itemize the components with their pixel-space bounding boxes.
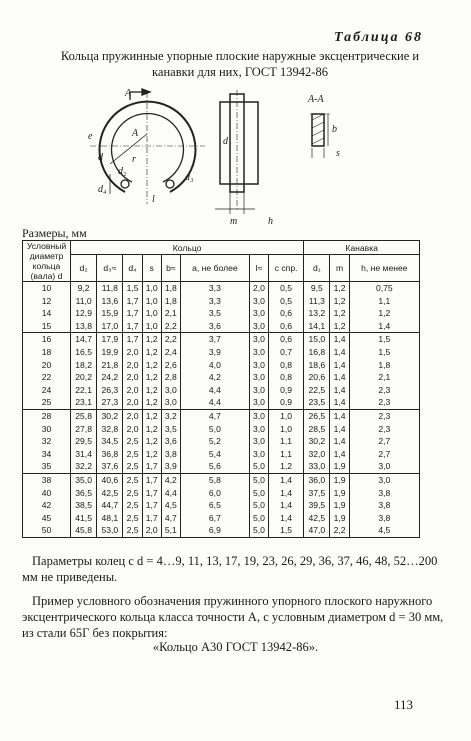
- table-cell: 4,0: [180, 359, 249, 372]
- table-cell: 1,5: [349, 346, 419, 359]
- table-cell: 15: [23, 320, 71, 333]
- table-cell: 3,0: [161, 396, 180, 409]
- table-cell: 31,4: [71, 448, 97, 461]
- table-cell: 30,2: [304, 435, 330, 448]
- table-cell: 48,1: [97, 512, 123, 525]
- table-cell: 0,6: [269, 333, 304, 346]
- table-cell: 12: [23, 295, 71, 308]
- table-cell: 1,2: [142, 423, 161, 436]
- table-cell: 1,4: [330, 384, 349, 397]
- col-header-d: Условный диаметр кольца (вала) d: [23, 241, 71, 282]
- col-header: m: [330, 255, 349, 282]
- table-cell: 4,2: [161, 473, 180, 486]
- label-r: r: [132, 154, 136, 165]
- table-cell: 2,8: [161, 371, 180, 384]
- table-cell: 23,1: [71, 396, 97, 409]
- table-cell: 38,5: [71, 499, 97, 512]
- table-cell: 1,2: [349, 307, 419, 320]
- table-cell: 2,5: [123, 473, 142, 486]
- table-cell: 32,2: [71, 460, 97, 473]
- table-row: [23, 460, 420, 473]
- table-cell: 11,0: [71, 295, 97, 308]
- table-cell: 1,7: [123, 295, 142, 308]
- table-cell: 1,1: [349, 295, 419, 308]
- table-cell: 1,0: [142, 307, 161, 320]
- table-cell: 2,3: [349, 396, 419, 409]
- table-cell: 29,5: [71, 435, 97, 448]
- table-cell: 5,1: [161, 524, 180, 537]
- table-cell: 2,0: [123, 423, 142, 436]
- table-cell: 3,5: [180, 307, 249, 320]
- table-cell: 5,0: [249, 487, 268, 500]
- table-cell: 5,2: [180, 435, 249, 448]
- table-cell: 3,9: [180, 346, 249, 359]
- table-cell: 37,6: [97, 460, 123, 473]
- table-cell: 1,1: [269, 448, 304, 461]
- table-cell: 44,7: [97, 499, 123, 512]
- table-cell: 42,5: [304, 512, 330, 525]
- table-cell: 2,7: [349, 448, 419, 461]
- table-cell: 4,4: [180, 384, 249, 397]
- table-cell: 4,4: [180, 396, 249, 409]
- table-cell: 53,0: [97, 524, 123, 537]
- table-cell: 1,4: [330, 409, 349, 422]
- table-cell: 2,5: [123, 499, 142, 512]
- table-cell: 5,0: [249, 524, 268, 537]
- table-cell: 4,5: [161, 499, 180, 512]
- table-cell: 14: [23, 307, 71, 320]
- table-cell: 1,7: [142, 512, 161, 525]
- col-header: d₃≈: [97, 255, 123, 282]
- table-cell: 1,2: [330, 295, 349, 308]
- label-b: b: [332, 124, 337, 135]
- col-header: c спр.: [269, 255, 304, 282]
- table-row: [23, 473, 420, 486]
- table-cell: 1,5: [349, 333, 419, 346]
- table-cell: 47,0: [304, 524, 330, 537]
- group-header-ring: Кольцо: [71, 241, 304, 255]
- table-cell: 1,9: [330, 499, 349, 512]
- label-l: l: [152, 194, 155, 205]
- table-cell: 1,4: [330, 423, 349, 436]
- table-row: [23, 359, 420, 372]
- table-cell: 17,0: [97, 320, 123, 333]
- table-cell: 1,4: [330, 333, 349, 346]
- table-cell: 26,5: [304, 409, 330, 422]
- label-d4: d₄: [98, 184, 107, 195]
- table-cell: 2,5: [123, 512, 142, 525]
- table-cell: 32,8: [97, 423, 123, 436]
- table-number: Таблица 68: [334, 30, 423, 45]
- label-s: s: [336, 148, 340, 159]
- table-cell: 1,4: [330, 435, 349, 448]
- table-cell: 1,5: [269, 524, 304, 537]
- table-cell: 20,2: [71, 371, 97, 384]
- table-cell: 1,2: [330, 282, 349, 295]
- page-title: Кольца пружинные упорные плоские наружные эксцентрические и канавки для них, ГОСТ 13942-86: [60, 49, 420, 79]
- table-cell: 2,5: [123, 435, 142, 448]
- table-cell: 1,4: [269, 512, 304, 525]
- table-cell: 37,5: [304, 487, 330, 500]
- table-cell: 1,2: [142, 346, 161, 359]
- table-cell: 39,5: [304, 499, 330, 512]
- table-cell: 0,9: [269, 384, 304, 397]
- table-cell: 15,0: [304, 333, 330, 346]
- table-cell: 25: [23, 396, 71, 409]
- table-cell: 3,3: [180, 295, 249, 308]
- table-cell: 35: [23, 460, 71, 473]
- table-row: [23, 371, 420, 384]
- table-cell: 3,7: [180, 333, 249, 346]
- table-cell: 0,6: [269, 320, 304, 333]
- table-cell: 1,4: [330, 359, 349, 372]
- table-cell: 1,2: [142, 333, 161, 346]
- table-cell: 5,8: [180, 473, 249, 486]
- col-header: d₂: [71, 255, 97, 282]
- col-header: d₁: [304, 255, 330, 282]
- table-cell: 33,0: [304, 460, 330, 473]
- table-row: [23, 295, 420, 308]
- table-cell: 10: [23, 282, 71, 295]
- table-cell: 2,2: [161, 333, 180, 346]
- table-cell: 0,6: [269, 307, 304, 320]
- table-cell: 1,7: [123, 307, 142, 320]
- table-cell: 3,0: [349, 460, 419, 473]
- table-cell: 2,5: [123, 448, 142, 461]
- label-a-center: A: [132, 128, 139, 139]
- label-a-top: A: [125, 88, 132, 99]
- label-d3: d₃: [185, 172, 194, 183]
- table-cell: 22,1: [71, 384, 97, 397]
- label-h: h: [268, 216, 273, 227]
- table-cell: 42: [23, 499, 71, 512]
- table-cell: 3,8: [349, 499, 419, 512]
- table-cell: 12,9: [71, 307, 97, 320]
- page-number: 113: [393, 697, 413, 712]
- table-cell: 23,5: [304, 396, 330, 409]
- col-header: h, не менее: [349, 255, 419, 282]
- table-cell: 2,2: [161, 320, 180, 333]
- table-cell: 41,5: [71, 512, 97, 525]
- table-cell: 1,9: [330, 460, 349, 473]
- table-cell: 1,7: [142, 487, 161, 500]
- table-cell: 28: [23, 409, 71, 422]
- label-d-groove: d: [223, 136, 228, 147]
- table-cell: 38: [23, 473, 71, 486]
- table-cell: 9,5: [304, 282, 330, 295]
- table-cell: 13,2: [304, 307, 330, 320]
- table-cell: 4,7: [161, 512, 180, 525]
- table-row: [23, 423, 420, 436]
- table-cell: 36,0: [304, 473, 330, 486]
- note-text: Параметры колец с d = 4…9, 11, 13, 17, 19, 23, 26, 29, 36, 37, 46, 48, 52…200 мм не приведены.: [22, 554, 438, 584]
- table-cell: 3,6: [180, 320, 249, 333]
- example-text: Пример условного обозначения пружинного упорного плоского наружного эксцентрического кольца класса точности А, с условным диаметром d = 30 мм, из стали 65Г без покрытия:: [22, 594, 444, 640]
- table-cell: 1,4: [330, 448, 349, 461]
- table-cell: 5,6: [180, 460, 249, 473]
- table-cell: 30: [23, 423, 71, 436]
- table-cell: 36,8: [97, 448, 123, 461]
- table-cell: 1,4: [269, 499, 304, 512]
- ring-drawing: [70, 84, 400, 230]
- table-cell: 3,0: [161, 384, 180, 397]
- table-cell: 26,3: [97, 384, 123, 397]
- table-row: [23, 384, 420, 397]
- col-header: b≈: [161, 255, 180, 282]
- table-cell: 4,4: [161, 487, 180, 500]
- table-cell: 1,9: [330, 487, 349, 500]
- label-m: m: [230, 216, 238, 227]
- col-header: s: [142, 255, 161, 282]
- table-cell: 16,5: [71, 346, 97, 359]
- table-row: [23, 524, 420, 537]
- table-cell: 19,9: [97, 346, 123, 359]
- table-cell: 1,2: [142, 396, 161, 409]
- table-cell: 2,2: [330, 524, 349, 537]
- col-header: l≈: [249, 255, 268, 282]
- col-header: d₄: [123, 255, 142, 282]
- label-section-aa: A-A: [308, 94, 324, 105]
- table-cell: 1,0: [269, 409, 304, 422]
- table-cell: 2,0: [249, 282, 268, 295]
- table-cell: 1,2: [142, 371, 161, 384]
- table-row: [23, 320, 420, 333]
- table-cell: 3,0: [249, 359, 268, 372]
- table-cell: 1,7: [142, 460, 161, 473]
- table-cell: 0,8: [269, 371, 304, 384]
- label-e: e: [88, 131, 93, 142]
- table-cell: 27,3: [97, 396, 123, 409]
- table-cell: 6,7: [180, 512, 249, 525]
- group-header-groove: Канавка: [304, 241, 420, 255]
- table-cell: 2,3: [349, 409, 419, 422]
- table-cell: 6,0: [180, 487, 249, 500]
- table-cell: 3,8: [161, 448, 180, 461]
- table-cell: 1,0: [142, 320, 161, 333]
- table-cell: 2,6: [161, 359, 180, 372]
- table-cell: 2,5: [123, 487, 142, 500]
- table-cell: 1,2: [142, 435, 161, 448]
- table-cell: 16: [23, 333, 71, 346]
- table-cell: 6,9: [180, 524, 249, 537]
- table-cell: 9,2: [71, 282, 97, 295]
- table-cell: 1,2: [330, 307, 349, 320]
- table-cell: 0,5: [269, 295, 304, 308]
- table-cell: 5,0: [249, 473, 268, 486]
- table-cell: 1,9: [330, 512, 349, 525]
- table-cell: 3,3: [180, 282, 249, 295]
- table-cell: 2,1: [349, 371, 419, 384]
- table-row: [23, 499, 420, 512]
- table-cell: 3,0: [249, 435, 268, 448]
- table-cell: 2,0: [142, 524, 161, 537]
- table-cell: 1,2: [142, 448, 161, 461]
- label-d-left: d: [98, 152, 103, 163]
- table-row: [23, 512, 420, 525]
- table-row: [23, 487, 420, 500]
- table-cell: 0,75: [349, 282, 419, 295]
- table-cell: 3,0: [249, 371, 268, 384]
- table-cell: 3,0: [249, 320, 268, 333]
- table-cell: 3,0: [249, 346, 268, 359]
- table-row: [23, 333, 420, 346]
- table-cell: 3,0: [249, 307, 268, 320]
- table-cell: 2,3: [349, 384, 419, 397]
- table-cell: 3,6: [161, 435, 180, 448]
- table-cell: 1,7: [142, 499, 161, 512]
- table-cell: 24,2: [97, 371, 123, 384]
- table-cell: 6,5: [180, 499, 249, 512]
- table-cell: 1,2: [142, 384, 161, 397]
- table-cell: 45: [23, 512, 71, 525]
- table-cell: 2,0: [123, 371, 142, 384]
- table-cell: 1,2: [142, 359, 161, 372]
- table-cell: 2,0: [123, 409, 142, 422]
- table-row: [23, 435, 420, 448]
- table-cell: 2,1: [161, 307, 180, 320]
- table-cell: 22: [23, 371, 71, 384]
- table-row: [23, 282, 420, 295]
- table-cell: 0,7: [269, 346, 304, 359]
- table-cell: 14,1: [304, 320, 330, 333]
- sizes-label: Размеры, мм: [22, 226, 87, 240]
- table-cell: 27,8: [71, 423, 97, 436]
- table-cell: 2,5: [123, 524, 142, 537]
- table-cell: 3,9: [161, 460, 180, 473]
- table-cell: 3,0: [249, 384, 268, 397]
- table-cell: 2,4: [161, 346, 180, 359]
- table-cell: 2,3: [349, 423, 419, 436]
- table-row: [23, 448, 420, 461]
- table-cell: 40,6: [97, 473, 123, 486]
- table-cell: 20: [23, 359, 71, 372]
- table-cell: 2,7: [349, 435, 419, 448]
- table-cell: 3,5: [161, 423, 180, 436]
- table-cell: 40: [23, 487, 71, 500]
- table-cell: 1,8: [349, 359, 419, 372]
- table-cell: 1,4: [349, 320, 419, 333]
- table-cell: 5,4: [180, 448, 249, 461]
- table-cell: 16,8: [304, 346, 330, 359]
- table-cell: 1,0: [269, 423, 304, 436]
- table-cell: 1,7: [123, 333, 142, 346]
- table-cell: 11,3: [304, 295, 330, 308]
- table-cell: 5,0: [249, 460, 268, 473]
- table-cell: 11,8: [97, 282, 123, 295]
- table-cell: 1,4: [269, 473, 304, 486]
- col-header: a, не более: [180, 255, 249, 282]
- table-cell: 1,0: [142, 282, 161, 295]
- table-cell: 1,7: [142, 473, 161, 486]
- table-cell: 5,0: [180, 423, 249, 436]
- table-cell: 3,0: [249, 396, 268, 409]
- table-cell: 5,0: [249, 512, 268, 525]
- table-cell: 2,5: [123, 460, 142, 473]
- designation-example: «Кольцо А30 ГОСТ 13942-86».: [152, 640, 319, 654]
- table-cell: 20,6: [304, 371, 330, 384]
- table-cell: 3,0: [249, 448, 268, 461]
- table-cell: 3,0: [249, 295, 268, 308]
- table-cell: 34,5: [97, 435, 123, 448]
- label-d2: d₂: [118, 166, 127, 177]
- table-cell: 21,8: [97, 359, 123, 372]
- table-cell: 32,0: [304, 448, 330, 461]
- table-cell: 18,2: [71, 359, 97, 372]
- table-cell: 0,9: [269, 396, 304, 409]
- table-cell: 3,0: [349, 473, 419, 486]
- table-cell: 32: [23, 435, 71, 448]
- table-cell: 3,0: [249, 333, 268, 346]
- table-cell: 1,1: [269, 435, 304, 448]
- table-cell: 28,5: [304, 423, 330, 436]
- table-cell: 1,4: [330, 396, 349, 409]
- table-cell: 25,8: [71, 409, 97, 422]
- table-cell: 15,9: [97, 307, 123, 320]
- table-cell: 24: [23, 384, 71, 397]
- table-cell: 3,8: [349, 487, 419, 500]
- table-cell: 2,0: [123, 359, 142, 372]
- table-cell: 1,4: [269, 487, 304, 500]
- table-cell: 3,2: [161, 409, 180, 422]
- table-cell: 1,2: [269, 460, 304, 473]
- table-cell: 3,8: [349, 512, 419, 525]
- table-cell: 1,8: [161, 295, 180, 308]
- table-cell: 13,6: [97, 295, 123, 308]
- table-cell: 4,5: [349, 524, 419, 537]
- table-cell: 2,0: [123, 396, 142, 409]
- table-cell: 1,7: [123, 320, 142, 333]
- table-cell: 34: [23, 448, 71, 461]
- table-cell: 45,8: [71, 524, 97, 537]
- table-cell: 1,0: [142, 295, 161, 308]
- table-cell: 5,0: [249, 499, 268, 512]
- table-cell: 1,5: [123, 282, 142, 295]
- table-cell: 1,2: [142, 409, 161, 422]
- table-cell: 3,0: [249, 423, 268, 436]
- table-cell: 30,2: [97, 409, 123, 422]
- table-cell: 18,6: [304, 359, 330, 372]
- table-cell: 3,0: [249, 409, 268, 422]
- table-row: [23, 396, 420, 409]
- table-cell: 0,8: [269, 359, 304, 372]
- table-cell: 2,0: [123, 346, 142, 359]
- table-cell: 13,8: [71, 320, 97, 333]
- table-cell: 0,5: [269, 282, 304, 295]
- table-cell: 14,7: [71, 333, 97, 346]
- table-cell: 17,9: [97, 333, 123, 346]
- table-cell: 22,5: [304, 384, 330, 397]
- table-cell: 1,4: [330, 346, 349, 359]
- table-cell: 35,0: [71, 473, 97, 486]
- table-row: [23, 346, 420, 359]
- table-cell: 42,5: [97, 487, 123, 500]
- table-cell: 2,0: [123, 384, 142, 397]
- table-cell: 50: [23, 524, 71, 537]
- table-cell: 1,9: [330, 473, 349, 486]
- dimensions-table: [22, 240, 420, 538]
- table-row: [23, 409, 420, 422]
- table-cell: 1,2: [330, 320, 349, 333]
- table-cell: 1,4: [330, 371, 349, 384]
- table-cell: 18: [23, 346, 71, 359]
- table-row: [23, 307, 420, 320]
- table-cell: 36,5: [71, 487, 97, 500]
- table-cell: 4,2: [180, 371, 249, 384]
- table-cell: 1,8: [161, 282, 180, 295]
- table-cell: 4,7: [180, 409, 249, 422]
